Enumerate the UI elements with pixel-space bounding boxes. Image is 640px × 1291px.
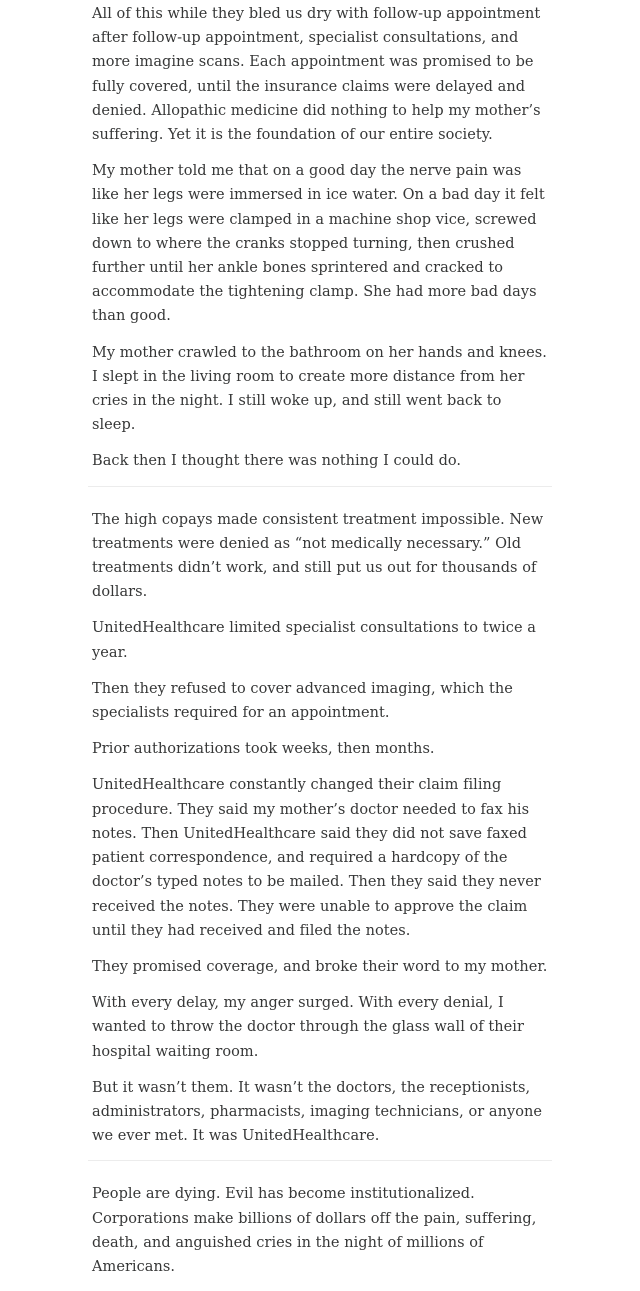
- paragraph: All of this while they bled us dry with follow-up appointment after follow-up appointment, specialist consultations, and more imagine scans. Each appointment was promised to be fully covered, until the insurance claims were delayed and denied. Allopathic medicine did nothing to help my mother’s suffering. Yet it is the foundation of our entire society.: [92, 6, 541, 144]
- paragraph: UnitedHealthcare constantly changed their claim filing procedure. They said my mother’s doctor needed to fax his notes. Then UnitedHealthcare said they did not save faxed patient correspondence, and required a hardcopy of the doctor’s typed notes to be mailed. Then they said they never received the notes. They were unable to approve the claim until they had received and filed the notes.: [92, 777, 541, 939]
- paragraph: With every delay, my anger surged. With every denial, I wanted to throw the doctor through the glass wall of their hospital waiting room.: [92, 995, 524, 1060]
- paragraph: My mother told me that on a good day the nerve pain was like her legs were immersed in ice water. On a bad day it felt like her legs were clamped in a machine shop vice, screwed down to where the cranks stopped turning, then crushed further until her ankle bones sprintered and cracked to accommodate the tightening clamp. She had more bad days than good.: [92, 163, 545, 325]
- paragraph: People are dying. Evil has become institutionalized. Corporations make billions of dollars off the pain, suffering, death, and anguished cries in the night of millions of Americans.: [92, 1186, 537, 1275]
- paragraph: Then they refused to cover advanced imaging, which the specialists required for an appointment.: [92, 680, 513, 722]
- paragraph: My mother crawled to the bathroom on her hands and knees. I slept in the living room to create more distance from her cries in the night. I still woke up, and still went back to sleep.: [92, 344, 547, 434]
- paragraph: But it wasn’t them. It wasn’t the doctors, the receptionists, administrators, pharmacists, imaging technicians, or anyone we ever met. It was UnitedHealthcare.: [92, 1079, 543, 1145]
- paragraph: The high copays made consistent treatment impossible. New treatments were denied as “not medically necessary.” Old treatments didn’t work, and still put us out for thousands of dollars.: [92, 511, 544, 601]
- paragraph: Back then I thought there was nothing I could do.: [92, 453, 462, 470]
- article-body: [92, 2, 548, 1291]
- paragraph: UnitedHealthcare limited specialist consultations to twice a year.: [92, 620, 536, 661]
- section-divider: [88, 1160, 552, 1161]
- section-divider: [88, 486, 552, 487]
- paragraph: They promised coverage, and broke their word to my mother.: [92, 958, 548, 975]
- paragraph: Prior authorizations took weeks, then months.: [92, 741, 435, 758]
